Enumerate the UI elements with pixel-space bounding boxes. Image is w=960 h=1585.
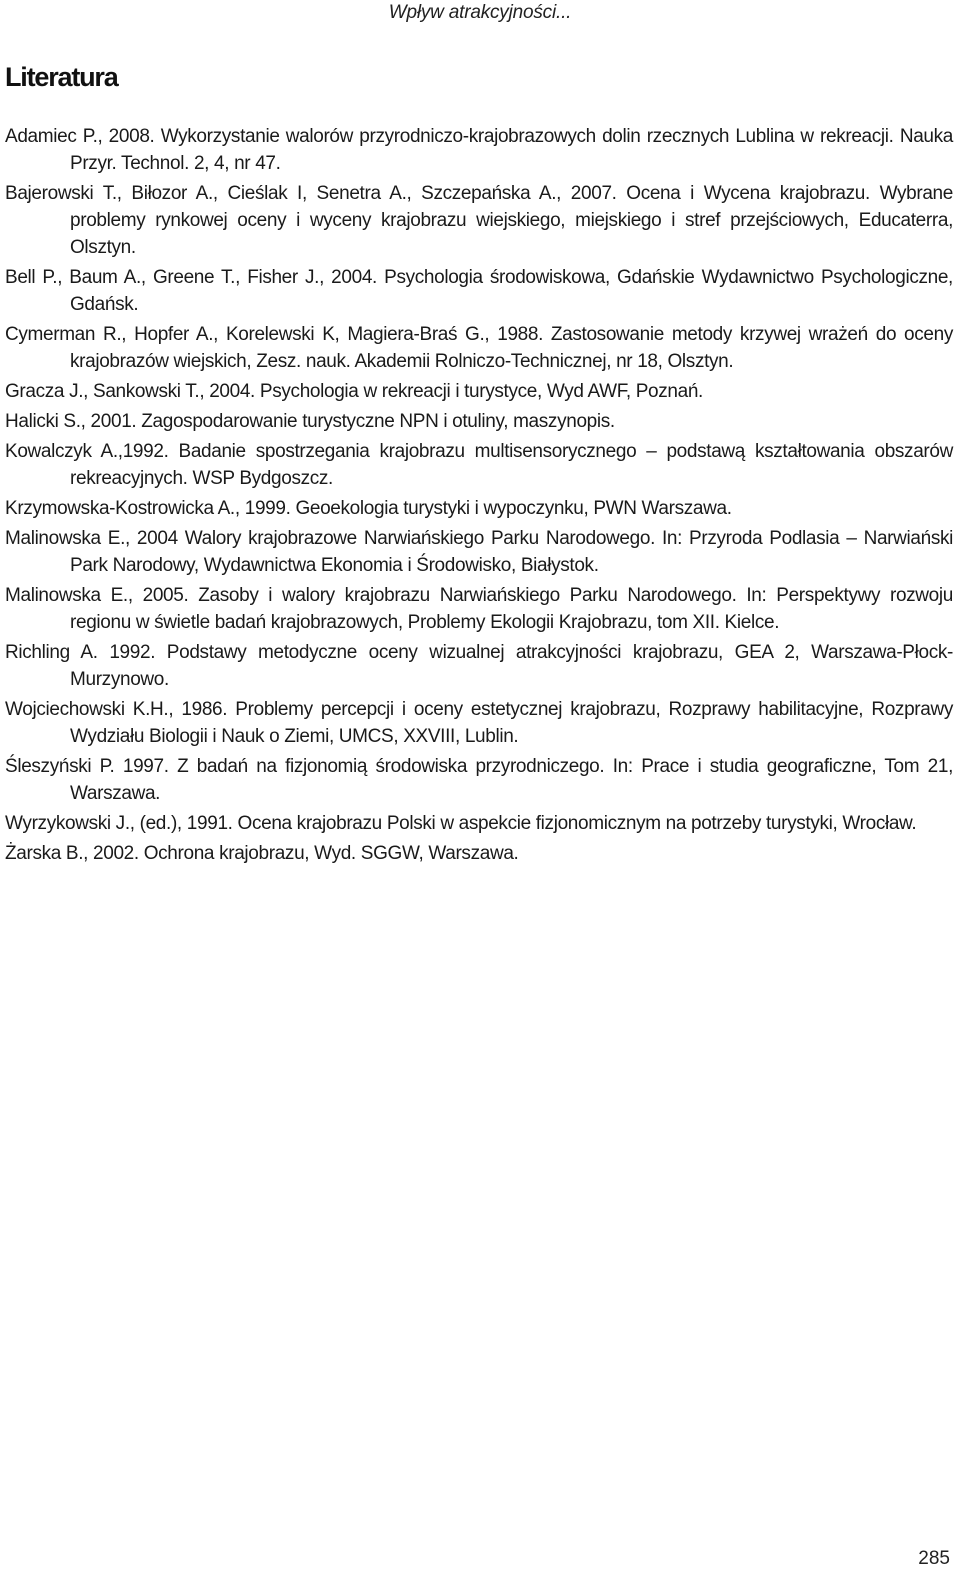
reference-item: Wojciechowski K.H., 1986. Problemy percepcji i oceny estetycznej krajobrazu, Rozprawy habilitacyjne, Rozprawy Wydziału Biologii i Nauk o Ziemi, UMCS, XXVIII, Lublin.	[5, 699, 953, 747]
reference-item: Bell P., Baum A., Greene T., Fisher J., 2004. Psychologia środowiskowa, Gdańskie Wydawnictwo Psychologiczne, Gdańsk.	[5, 267, 953, 315]
running-header: Wpływ atrakcyjności...	[388, 2, 572, 23]
reference-item: Kowalczyk A.,1992. Badanie spostrzegania krajobrazu multisensorycznego – podstawą kształtowania obszarów rekreacyjnych. WSP Bydgoszcz.	[5, 441, 953, 489]
reference-item: Gracza J., Sankowski T., 2004. Psychologia w rekreacji i turystyce, Wyd AWF, Poznań.	[5, 381, 703, 402]
reference-item: Richling A. 1992. Podstawy metodyczne oceny wizualnej atrakcyjności krajobrazu, GEA 2, Warszawa-Płock-Murzynowo.	[5, 642, 953, 690]
reference-list	[5, 123, 953, 870]
reference-item: Krzymowska-Kostrowicka A., 1999. Geoekologia turystyki i wypoczynku, PWN Warszawa.	[5, 498, 732, 519]
reference-item: Malinowska E., 2004 Walory krajobrazowe Narwiańskiego Parku Narodowego. In: Przyroda Podlasia – Narwiański Park Narodowy, Wydawnictwa Ekonomia i Środowisko, Białystok.	[5, 528, 953, 576]
page-number: 285	[918, 1548, 950, 1569]
reference-item: Wyrzykowski J., (ed.), 1991. Ocena krajobrazu Polski w aspekcie fizjonomicznym na potrzeby turystyki, Wrocław.	[5, 813, 917, 834]
reference-item: Bajerowski T., Biłozor A., Cieślak I, Senetra A., Szczepańska A., 2007. Ocena i Wycena krajobrazu. Wybrane problemy rynkowej oceny i wyceny krajobrazu wiejskiego, miejskiego i stref przejściowych, Educaterra, Olsztyn.	[5, 183, 953, 258]
section-title: Literatura	[5, 62, 118, 92]
reference-item: Śleszyński P. 1997. Z badań na fizjonomią środowiska przyrodniczego. In: Prace i studia geograficzne, Tom 21, Warszawa.	[5, 756, 953, 804]
reference-item: Adamiec P., 2008. Wykorzystanie walorów przyrodniczo-krajobrazowych dolin rzecznych Lublina w rekreacji. Nauka Przyr. Technol. 2, 4, nr 47.	[5, 126, 953, 174]
reference-item: Malinowska E., 2005. Zasoby i walory krajobrazu Narwiańskiego Parku Narodowego. In: Perspektywy rozwoju regionu w świetle badań krajobrazowych, Problemy Ekologii Krajobrazu, tom XII. Kielce.	[5, 585, 953, 633]
reference-item: Halicki S., 2001. Zagospodarowanie turystyczne NPN i otuliny, maszynopis.	[5, 411, 615, 432]
reference-item: Cymerman R., Hopfer A., Korelewski K, Magiera-Braś G., 1988. Zastosowanie metody krzywej wrażeń do oceny krajobrazów wiejskich, Zesz. nauk. Akademii Rolniczo-Technicznej, nr 18, Olsztyn.	[5, 324, 953, 372]
reference-item: Żarska B., 2002. Ochrona krajobrazu, Wyd. SGGW, Warszawa.	[5, 843, 519, 864]
